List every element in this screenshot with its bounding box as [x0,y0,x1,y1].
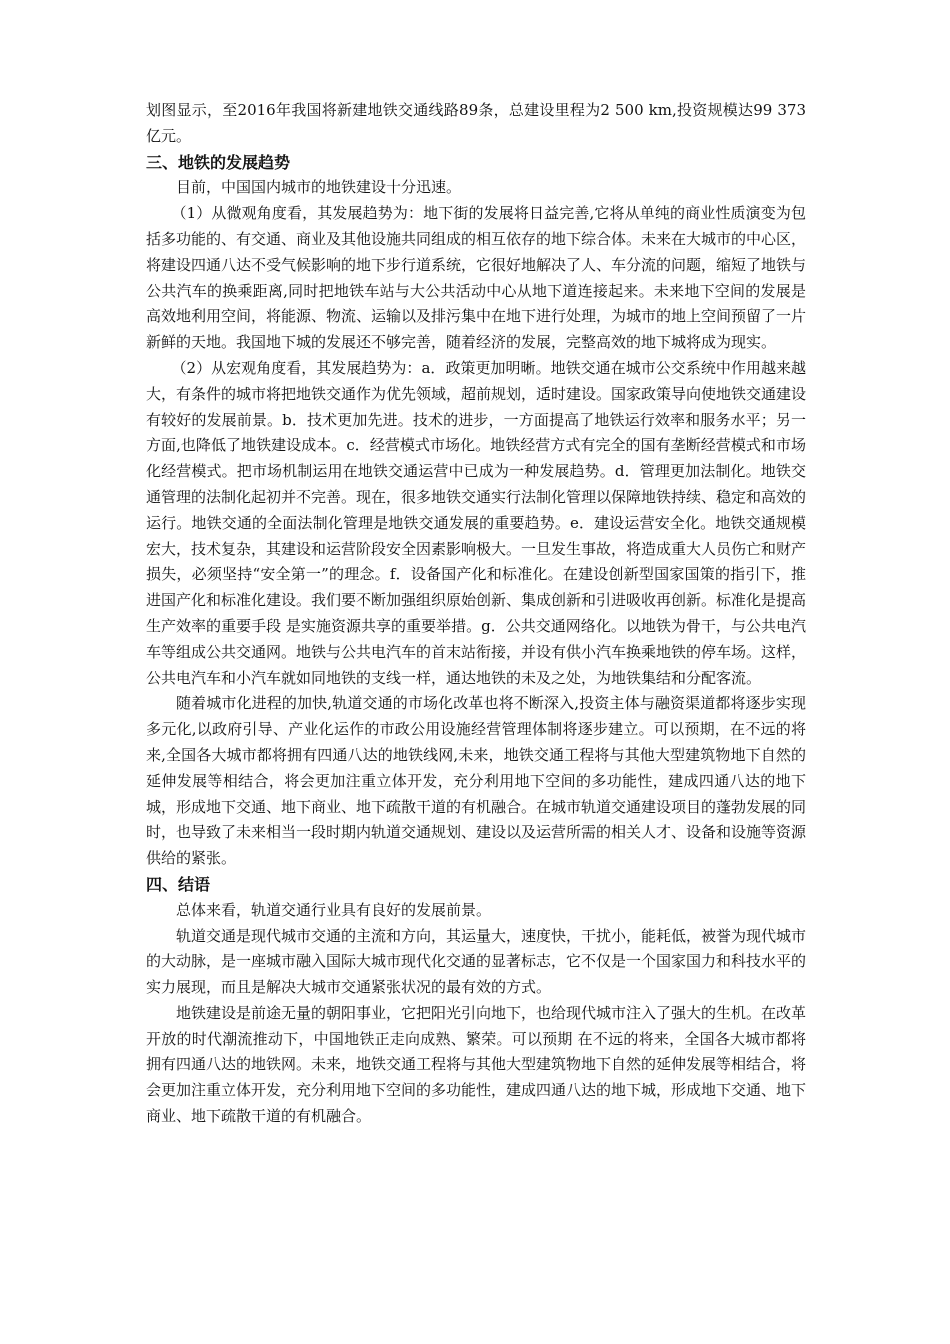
section-3-heading: 三、地铁的发展趋势 [146,152,291,172]
section-3-paragraph-4: 随着城市化进程的加快,轨道交通的市场化改革也将不断深入,投资主体与融资渠道都将逐步实现多元化,以政府引导、产业化运作的市政公用设施经营管理体制将逐步建立。可以预期，在不远的将来,全国各大城市都将拥有四通八达的地铁线网,未来，地铁交通工程将与其他大型建筑物地下自然的延伸发展等相结合，将会更加注重立体开发，充分利用地下空间的多功能性，建成四通八达的地下城，形成地下交通、地下商业、地下疏散干道的有机融合。在城市轨道交通建设项目的蓬勃发展的同时，也导致了未来相当一段时期内轨道交通规划、建设以及运营所需的相关人才、设备和设施等资源供给的紧张。 [146,694,807,868]
section-4-paragraph-1: 总体来看，轨道交通行业具有良好的发展前景。 [176,900,492,919]
section-3-paragraph-2: （1）从微观角度看，其发展趋势为：地下街的发展将日益完善,它将从单纯的商业性质演变为包括多功能的、有交通、商业及其他设施共同组成的相互依存的地下综合体。未来在大城市的中心区，将建设四通八达不受气候影响的地下步行道系统，它很好地解决了人、车分流的问题，缩短了地铁与公共汽车的换乘距离,同时把地铁车站与大公共活动中心从地下道连接起来。未来地下空间的发展是高效地利用空间，将能源、物流、运输以及排污集中在地下进行处理，为城市的地上空间预留了一片新鲜的天地。我国地下城的发展还不够完善，随着经济的发展，完整高效的地下城将成为现实。 [146,204,807,352]
section-4-heading: 四、结语 [146,874,211,894]
section-4-paragraph-2: 轨道交通是现代城市交通的主流和方向，其运量大，速度快，干扰小，能耗低，被誉为现代城市的大动脉，是一座城市融入国际大城市现代化交通的显著标志，它不仅是一个国家国力和科技水平的实力展现，而且是解决大城市交通紧张状况的最有效的方式。 [146,926,807,997]
section-3-paragraph-3: （2）从宏观角度看，其发展趋势为：a．政策更加明晰。地铁交通在城市公交系统中作用越来越大，有条件的城市将把地铁交通作为优先领域，超前规划，适时建设。国家政策导向使地铁交通建设有较好的发展前景。b．技术更加先进。技术的进步，一方面提高了地铁运行效率和服务水平；另一方面,也降低了地铁建设成本。c．经营模式市场化。地铁经营方式有完全的国有垄断经营模式和市场化经营模式。把市场机制运用在地铁交通运营中已成为一种发展趋势。d．管理更加法制化。地铁交通管理的法制化起初并不完善。现在，很多地铁交通实行法制化管理以保障地铁持续、稳定和高效的运行。地铁交通的全面法制化管理是地铁交通发展的重要趋势。e．建设运营安全化。地铁交通规模宏大，技术复杂，其建设和运营阶段安全因素影响极大。一旦发生事故，将造成重大人员伤亡和财产损失，必须坚持“安全第一”的理念。f．设备国产化和标准化。在建设创新型国家国策的指引下，推进国产化和标准化建设。我们要不断加强组织原始创新、集成创新和引进吸收再创新。标准化是提高生产效率的重要手段 是实施资源共享的重要举措。g．公共交通网络化。以地铁为骨干，与公共电汽车等组成公共交通网。地铁与公共电汽车的首末站衔接，并设有供小汽车换乘地铁的停车场。这样，公共电汽车和小汽车就如同地铁的支线一样，通达地铁的未及之处，为地铁集结和分配客流。 [146,358,807,687]
document-page [146,98,806,1130]
section-3-paragraph-1: 目前，中国国内城市的地铁建设十分迅速。 [176,178,462,197]
intro-paragraph: 划图显示，至2016年我国将新建地铁交通线路89条，总建设里程为2 500 km,投资规模达99 373亿元。 [146,101,806,145]
section-4-paragraph-3: 地铁建设是前途无量的朝阳事业，它把阳光引向地下，也给现代城市注入了强大的生机。在改革开放的时代潮流推动下，中国地铁正走向成熟、繁荣。可以预期 在不远的将来，全国各大城市都将拥有四通八达的地铁网。未来，地铁交通工程将与其他大型建筑物地下自然的延伸发展等相结合，将会更加注重立体开发，充分利用地下空间的多功能性，建成四通八达的地下城，形成地下交通、地下商业、地下疏散干道的有机融合。 [146,1003,807,1126]
